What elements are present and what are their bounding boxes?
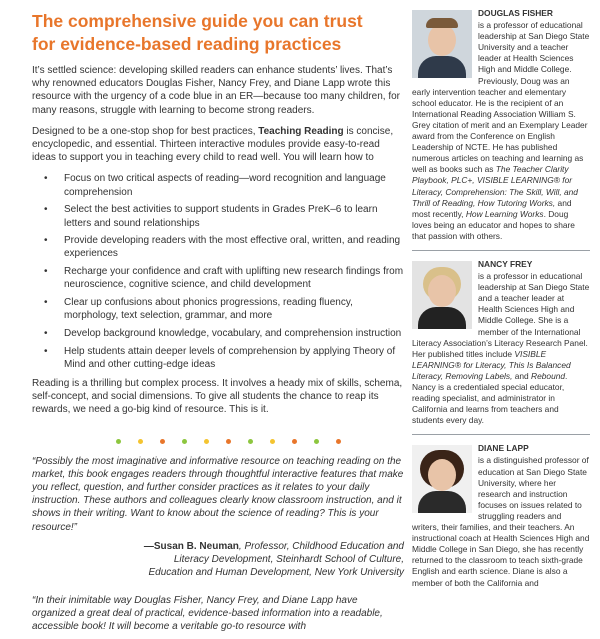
decorative-dot <box>116 439 121 444</box>
main-column <box>32 10 404 639</box>
author-sidebar <box>412 8 590 589</box>
bio-book: Rebound <box>531 370 566 381</box>
author-bio-fisher <box>412 8 590 242</box>
decorative-dot <box>160 439 165 444</box>
attribution-line-2 <box>32 553 404 566</box>
decorative-dot <box>182 439 187 444</box>
list-item-text: Clear up confusions about phonics progressions, reading fluency, morphology, text selection, grammar, and more <box>64 297 353 322</box>
attribution-title-3: Education and Human Development, New York University <box>148 567 404 579</box>
bio-text-part: and <box>512 370 532 381</box>
list-item-text: Select the best activities to support students in Grades PreK–6 to learn letters and sound relationships <box>64 204 378 229</box>
decorative-dot-divider <box>116 431 404 439</box>
bullet-icon: • <box>44 345 48 357</box>
author-bio-frey <box>412 259 590 426</box>
bio-text-part: . Nancy is a credentialed special educator, reading specialist, and administrator in California and learns from teachers and students every day. <box>412 370 568 426</box>
bio-text-part: is a professor of educational leadership at San Diego State University and a teacher leader at Health Sciences High and Middle College. Previously, Doug was an early intervention teacher and elementary school educator. He is the recipient of an International Reading Association William S. Grey citation of merit and an Exemplary Leader award from the Conference on English Leadership of NCTE. He has published numerous articles on teaching and learning as well as books such as <box>412 20 590 175</box>
sidebar-divider <box>412 434 590 435</box>
list-item-text: Recharge your confidence and craft with uplifting new research findings from neuroscience, cognitive science, and child development <box>64 266 404 291</box>
testimonial-attribution-1 <box>32 540 404 580</box>
list-item-text: Develop background knowledge, vocabulary, and comprehension instruction <box>64 327 402 339</box>
designed-after: is concise, encyclopedic, and essential. Thirteen interactive modules provide easy-to-read ideas to support you in teaching every child to read well. You will learn how to <box>32 125 394 164</box>
bullet-icon: • <box>44 235 48 247</box>
attribution-title-2: Literacy Development, Steinhardt School of Culture, <box>173 554 404 566</box>
author-name: NANCY FREY <box>478 258 533 269</box>
intro-paragraph: It’s settled science: developing skilled readers can enhance students’ lives. That’s why renowned educators Douglas Fisher, Nancy Frey, and Diane Lapp wrote this resource with the urgency of a code blue in an ER—because too many children, for many reasons, struggle with learning to become strong readers. <box>32 65 400 116</box>
bullet-icon: • <box>44 204 48 216</box>
list-item <box>32 296 404 322</box>
headline-line-2: for evidence-based reading practices <box>32 34 342 54</box>
list-item <box>32 265 404 291</box>
author-bio-text: is a distinguished professor of education at San Diego State University, where her research and instruction focuses on issues related to struggling readers and writers, their families, and their teachers. An instructional coach at Health Sciences High and Middle College in San Diego, she has recently returned to the classroom to teach sixth-grade English and earth science. Diane is also a member of both the California and <box>412 455 590 588</box>
author-photo-lapp <box>412 445 472 513</box>
decorative-dot <box>138 439 143 444</box>
headline-line-1: The comprehensive guide you can trust <box>32 11 363 31</box>
bio-text-part: and most recently, <box>412 197 572 219</box>
list-item <box>32 345 404 371</box>
bullet-icon: • <box>44 327 48 339</box>
attribution-author: —Susan B. Neuman <box>143 540 239 552</box>
list-item <box>32 203 404 229</box>
bio-text-part: is a professor in educational leadership at San Diego State and a teacher leader at Health Sciences High and Middle College. She is a member of the International Literacy Association’s Literacy Research Panel. Her published titles include <box>412 271 590 359</box>
designed-paragraph <box>32 125 404 165</box>
testimonial-quote-2: “In their inimitable way Douglas Fisher, Nancy Frey, and Diane Lapp have organized a great deal of practical, evidence-based information into a readable, accessible book! It will become a veritable go-to resource with <box>32 594 383 632</box>
decorative-dot <box>226 439 231 444</box>
attribution-line-1 <box>32 540 404 553</box>
list-item-text: Help students attain deeper levels of comprehension by applying Theory of Mind and other cutting-edge ideas <box>64 345 396 370</box>
bio-book: How Learning Works <box>465 208 544 219</box>
headline <box>32 10 404 56</box>
benefit-list <box>32 172 404 371</box>
attribution-line-3 <box>32 566 404 579</box>
list-item <box>32 172 404 198</box>
testimonial-quote-1: “Possibly the most imaginative and informative resource on teaching reading on the market, this book engages readers through thoughtful interactive features that make you reflect, question, and further consider practices as it relates to your daily instruction. These authors and colleagues clearly know classroom instruction, and it shows in their writing. Want to know about the science of reading? This is your resource!” <box>32 455 404 533</box>
decorative-dot <box>248 439 253 444</box>
bullet-icon: • <box>44 266 48 278</box>
author-photo-frey <box>412 261 472 329</box>
bullet-icon: • <box>44 297 48 309</box>
author-name: DIANE LAPP <box>478 443 529 454</box>
attribution-title-1: , Professor, Childhood Education and <box>238 540 404 552</box>
bio-books: VISIBLE LEARNING® for Literacy, This Is Balanced Literacy, Removing Labels, <box>412 348 571 381</box>
decorative-dot <box>336 439 341 444</box>
bio-text-part: . Doug loves being an educator and hopes to share that passion with others. <box>412 208 575 241</box>
book-title: Teaching Reading <box>258 125 344 137</box>
author-bio-lapp <box>412 443 590 588</box>
sidebar-divider <box>412 250 590 251</box>
list-item <box>32 327 404 340</box>
author-photo-fisher <box>412 10 472 78</box>
bullet-icon: • <box>44 173 48 185</box>
closing-paragraph: Reading is a thrilling but complex process. It involves a heady mix of skills, schema, self-concept, and social dimensions. To give all students the chance to reap its rewards, we need a go-big kind of resource. This is it. <box>32 378 403 416</box>
list-item <box>32 234 404 260</box>
author-name: DOUGLAS FISHER <box>478 8 553 18</box>
bio-books: The Teacher Clarity Playbook, PLC+, VISIBLE LEARNING® for Literacy, Comprehension: The Skill, Will, and Thrill of Reading, How Tutoring Works, <box>412 164 578 208</box>
designed-before: Designed to be a one-stop shop for best practices, <box>32 125 259 137</box>
decorative-dot <box>270 439 275 444</box>
list-item-text: Provide developing readers with the most effective oral, written, and reading experiences <box>64 235 401 260</box>
decorative-dot <box>292 439 297 444</box>
list-item-text: Focus on two critical aspects of reading—word recognition and language comprehension <box>64 173 386 198</box>
decorative-dot <box>204 439 209 444</box>
decorative-dot <box>314 439 319 444</box>
